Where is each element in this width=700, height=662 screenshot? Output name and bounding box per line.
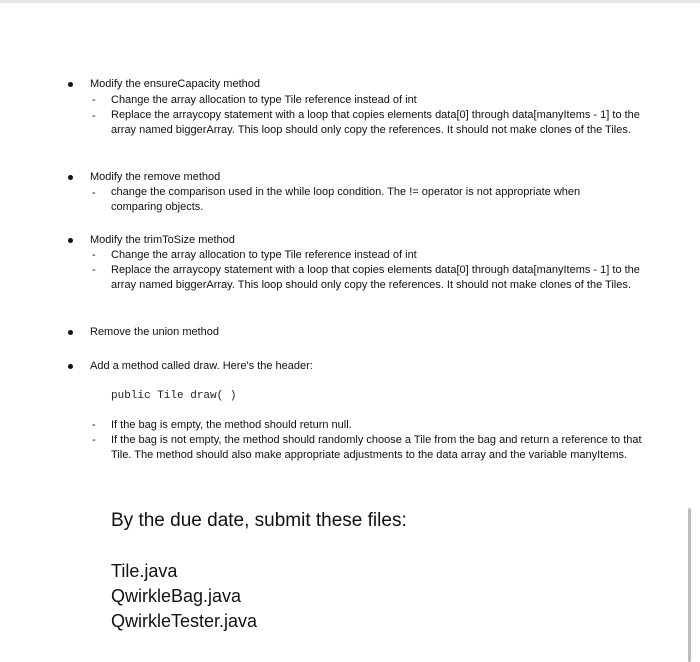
ensure-capacity-arraycopy-text: Replace the arraycopy statement with a loop that copies elements data[0] through data[manyItems - 1] to the array named biggerArray. This loop should only copy the references. It should not make clones of the Tiles. xyxy=(111,109,640,137)
remove-comparison-text: change the comparison used in the while loop condition. The != operator is not appropriate when comparing objects. xyxy=(111,186,581,214)
bullet-marker xyxy=(68,175,73,180)
draw-method-header-code: public Tile draw( ) xyxy=(111,390,237,402)
vertical-scrollbar[interactable] xyxy=(688,508,691,662)
remove-heading: Modify the remove method xyxy=(90,171,221,183)
draw-heading: Add a method called draw. Here's the header: xyxy=(90,360,313,372)
dash-marker: - xyxy=(92,94,96,106)
ensure-capacity-allocation-text: Change the array allocation to type Tile reference instead of int xyxy=(111,94,417,106)
dash-marker: - xyxy=(92,434,96,446)
dash-marker: - xyxy=(92,187,96,199)
ensure-capacity-heading: Modify the ensureCapacity method xyxy=(90,78,260,90)
trim-to-size-heading: Modify the trimToSize method xyxy=(90,234,235,246)
bullet-marker xyxy=(68,364,73,369)
trim-to-size-arraycopy-text: Replace the arraycopy statement with a loop that copies elements data[0] through data[manyItems - 1] to the array named biggerArray. This loop should only copy the references. It should not make clones of the Tiles. xyxy=(111,264,640,292)
dash-marker: - xyxy=(92,110,96,122)
dash-marker: - xyxy=(92,419,96,431)
bullet-marker xyxy=(68,330,73,335)
dash-marker: - xyxy=(92,249,96,261)
bullet-marker xyxy=(68,82,73,87)
draw-empty-bag-text: If the bag is empty, the method should return null. xyxy=(111,419,352,431)
trim-to-size-allocation-text: Change the array allocation to type Tile reference instead of int xyxy=(111,249,417,261)
page-top-edge xyxy=(0,0,700,3)
remove-union-heading: Remove the union method xyxy=(90,326,220,338)
submission-file-tile: Tile.java xyxy=(111,561,178,581)
dash-marker: - xyxy=(92,264,96,276)
submission-file-qwirkle-bag: QwirkleBag.java xyxy=(111,586,242,606)
submission-heading: By the due date, submit these files: xyxy=(111,510,407,531)
submission-file-qwirkle-tester: QwirkleTester.java xyxy=(111,611,258,631)
bullet-marker xyxy=(68,238,73,243)
draw-nonempty-bag-text: If the bag is not empty, the method should randomly choose a Tile from the bag and return a reference to that Tile. The method should also make appropriate adjustments to the data array and the variable manyItems. xyxy=(111,434,642,462)
